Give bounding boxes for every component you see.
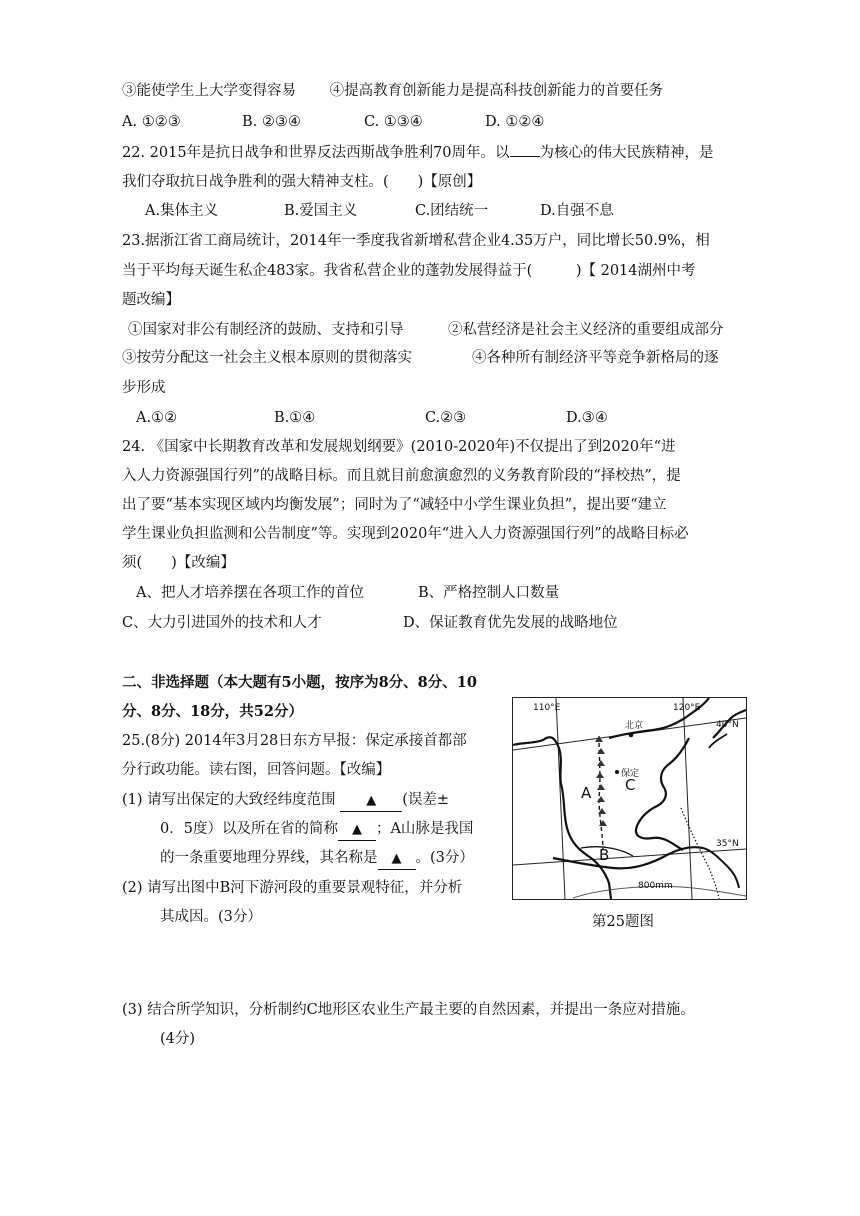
q24-option-d: D、保证教育优先发展的战略地位 <box>403 615 618 631</box>
q21-option-b: B. ②③④ <box>242 114 301 130</box>
q23-stem-line1: 23.据浙江省工商局统计，2014年一季度我省新增私营企业4.35万户，同比增长50.9%，相 <box>122 233 710 249</box>
q23-stem-line2: 当于平均每天诞生私企483家。我省私营企业的蓬勃发展得益于( )【 2014湖州中考 <box>122 263 696 279</box>
q22-option-a: A.集体主义 <box>145 203 219 219</box>
label-a: A <box>581 784 592 802</box>
q25-sub2-line1: (2) 请写出图中B河下游河段的重要景观特征，并分析 <box>122 880 463 896</box>
coastline-peninsula <box>709 734 727 748</box>
q24-stem-line1: 24. 《国家中长期教育改革和发展规划纲要》(2010-2020年)不仅提出了到2020年“进 <box>122 439 676 455</box>
label-b: B <box>599 846 610 864</box>
q25-sub3-line1: (3) 结合所学知识，分析制约C地形区农业生产最主要的自然因素，并提出一条应对措施。 <box>122 1002 695 1018</box>
q22-option-b: B.爱国主义 <box>284 203 358 219</box>
q21-option-a: A. ①②③ <box>122 114 181 130</box>
q22-stem-part2: 为核心的伟大民族精神，是 <box>539 145 714 161</box>
beijing-marker <box>629 733 634 738</box>
q25-sub1-text-a: (1) 请写出保定的大致经纬度范围 <box>122 792 341 808</box>
q23-stem-line3: 题改编】 <box>122 292 180 308</box>
map-drawing <box>513 698 746 899</box>
q24-stem-line4: 学生课业负担监测和公告制度”等。实现到2020年“进入人力资源强国行列”的战略目标必 <box>122 526 689 542</box>
coastline-bohai <box>636 738 689 850</box>
q23-item-1: ①国家对非公有制经济的鼓励、支持和引导 <box>128 322 404 338</box>
lat-35-label: 35°N <box>716 839 739 849</box>
q25-sub1-line3 <box>160 848 474 870</box>
lon-110-label: 110°E <box>533 703 561 713</box>
section-heading-line2: 分、8分、18分，共52分） <box>122 703 303 720</box>
q22-stem-part1: 22. 2015年是抗日战争和世界反法西斯战争胜利70周年。以 <box>122 145 510 161</box>
q25-sub1-text-f: 。(3分） <box>415 850 474 866</box>
answer-marker-icon: ▲ <box>351 822 362 837</box>
answer-marker-icon: ▲ <box>366 793 377 808</box>
q25-answer-blank-1[interactable] <box>340 790 402 812</box>
q24-stem-line5: 须( )【改编】 <box>122 555 235 571</box>
q22-fill-blank <box>510 156 540 157</box>
q25-sub1-line1 <box>122 790 449 812</box>
map-caption: 第25题图 <box>592 914 654 930</box>
q23-option-a: A.①② <box>136 410 178 426</box>
label-c: C <box>625 776 636 794</box>
q25-sub1-line2 <box>160 819 473 841</box>
baoding-marker <box>615 770 619 774</box>
q21-item-line: ③能使学生上大学变得容易 ④提高教育创新能力是提高科技创新能力的首要任务 <box>122 83 664 99</box>
q23-item-3: ③按劳分配这一社会主义根本原则的贯彻落实 <box>122 350 412 366</box>
baoding-label: 保定 <box>621 769 640 779</box>
lon-120-label: 120°E <box>673 703 701 713</box>
q24-option-c: C、大力引进国外的技术和人才 <box>122 615 322 631</box>
q24-stem-line3: 出了要“基本实现区域内均衡发展”；同时为了“减轻中小学生课业负担”，提出要“建立 <box>122 497 667 513</box>
q21-option-d: D. ①②④ <box>485 114 545 130</box>
q25-sub1-text-e: 的一条重要地理分界线，其名称是 <box>160 850 378 866</box>
q24-option-a: A、把人才培养摆在各项工作的首位 <box>136 585 364 601</box>
q23-item-2: ②私营经济是社会主义经济的重要组成部分 <box>448 322 724 338</box>
yellow-river <box>553 847 703 868</box>
coastline-shandong <box>703 848 739 888</box>
q25-answer-blank-3[interactable] <box>378 848 416 870</box>
q25-sub1-text-b: (误差± <box>402 792 450 808</box>
meridian-120 <box>683 698 692 899</box>
province-border-west <box>513 737 611 899</box>
mountain-symbols <box>595 736 607 826</box>
q22-option-c: C.团结统一 <box>415 203 489 219</box>
section-heading-line1: 二、非选择题（本大题有5小题，按序为8分、8分、10 <box>122 674 477 691</box>
q25-answer-blank-2[interactable] <box>338 819 376 841</box>
q23-option-b: B.①④ <box>274 410 316 426</box>
q24-option-b: B、严格控制人口数量 <box>418 585 560 601</box>
q25-sub3-line2: (4分) <box>160 1031 196 1047</box>
q25-intro-line1: 25.(8分) 2014年3月28日东方早报：保定承接首都部 <box>122 733 467 749</box>
q22-option-d: D.自强不息 <box>540 203 614 219</box>
q23-item-4: ④各种所有制经济平等竞争新格局的逐 <box>472 350 719 366</box>
q25-sub1-text-c: 0．5度）以及所在省的简称 <box>160 821 338 837</box>
q23-option-d: D.③④ <box>566 410 608 426</box>
q21-option-c: C. ①③④ <box>364 114 423 130</box>
q22-stem-line2: 我们夺取抗日战争胜利的强大精神支柱。( )【原创】 <box>122 174 482 190</box>
lat-40-label: 40°N <box>716 720 739 730</box>
q23-option-c: C.②③ <box>425 410 467 426</box>
q25-sub1-text-d: ；A山脉是我国 <box>375 821 474 837</box>
answer-marker-icon: ▲ <box>391 851 402 866</box>
q24-stem-line2: 入人力资源强国行列”的战略目标。而且就目前愈演愈烈的义务教育阶段的“择校热”，提 <box>122 468 681 484</box>
q23-item-4-cont: 步形成 <box>122 380 166 396</box>
q22-stem-line1 <box>122 143 714 163</box>
q25-intro-line2: 分行政功能。读右图，回答问题。【改编】 <box>122 762 391 778</box>
isohyet-label: 800mm <box>638 881 673 891</box>
beijing-label: 北京 <box>625 721 644 731</box>
map-figure <box>512 697 747 900</box>
q25-sub2-line2: 其成因。(3分） <box>160 909 262 925</box>
